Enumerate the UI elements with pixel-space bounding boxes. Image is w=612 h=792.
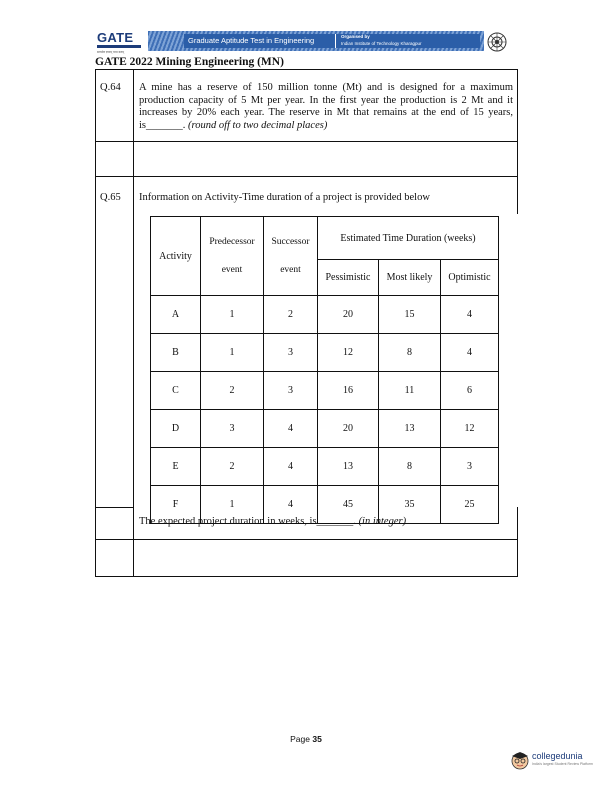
cell-pessimistic: 20 <box>318 296 379 334</box>
gate-logo-bar <box>97 45 141 48</box>
header-activity: Activity <box>151 217 201 296</box>
banner-organized-by: Organised by <box>341 34 370 39</box>
q64-text <box>139 82 513 132</box>
table-row <box>151 334 499 372</box>
cell-optimistic: 4 <box>441 296 499 334</box>
q64-note: (round off to two decimal places) <box>188 119 328 131</box>
paper-title: GATE 2022 Mining Engineering (MN) <box>95 56 284 68</box>
cell-most-likely: 13 <box>379 410 441 448</box>
cell-optimistic: 4 <box>441 334 499 372</box>
cell-predecessor: 1 <box>201 486 264 524</box>
iit-emblem-icon <box>487 32 507 52</box>
cell-successor: 3 <box>264 372 318 410</box>
banner-organizer: Indian Institute of Technology Kharagpur <box>341 41 422 46</box>
cell-activity: E <box>151 448 201 486</box>
cell-successor: 4 <box>264 410 318 448</box>
cell-optimistic: 12 <box>441 410 499 448</box>
header-optimistic: Optimistic <box>441 260 499 296</box>
cell-most-likely: 8 <box>379 448 441 486</box>
banner-title: Graduate Aptitude Test in Engineering <box>188 36 315 45</box>
banner-separator <box>335 34 336 48</box>
cell-pessimistic: 16 <box>318 372 379 410</box>
cell-optimistic: 6 <box>441 372 499 410</box>
cell-predecessor: 2 <box>201 448 264 486</box>
header-predecessor-line1: Predecessor <box>209 237 255 247</box>
frame-left-border <box>95 69 96 577</box>
gate-logo-text: GATE <box>97 30 134 45</box>
table-row <box>151 448 499 486</box>
cell-activity: C <box>151 372 201 410</box>
collegedunia-brand: collegedunia <box>532 751 583 761</box>
cell-successor: 3 <box>264 334 318 372</box>
q65-intro: Information on Activity-Time duration of a project is provided below <box>139 192 430 203</box>
gate-logo-subtext: सत्यमेव ज्ञानम् परम बलम् <box>97 50 125 54</box>
q65-question <box>139 516 513 529</box>
collegedunia-tagline: India's largest Student Review Platform <box>532 762 593 766</box>
cell-successor: 2 <box>264 296 318 334</box>
header-successor-line1: Successor <box>271 237 310 247</box>
q65-number-divider <box>95 507 134 508</box>
header-successor <box>264 217 318 296</box>
cell-activity: F <box>151 486 201 524</box>
cell-pessimistic: 13 <box>318 448 379 486</box>
q64-answer-divider <box>95 176 518 177</box>
cell-predecessor: 2 <box>201 372 264 410</box>
cell-successor: 4 <box>264 448 318 486</box>
cell-predecessor: 1 <box>201 334 264 372</box>
cell-most-likely: 11 <box>379 372 441 410</box>
header-most-likely: Most likely <box>379 260 441 296</box>
q65-question-text: The expected project duration in weeks, is_______. <box>139 516 356 527</box>
cell-predecessor: 1 <box>201 296 264 334</box>
frame-number-divider <box>133 69 134 577</box>
table-row <box>151 372 499 410</box>
header-successor-line2: event <box>280 265 301 275</box>
header-predecessor-line2: event <box>221 265 243 275</box>
cell-most-likely: 8 <box>379 334 441 372</box>
table-header-row <box>151 217 499 260</box>
page-label: Page <box>290 734 310 744</box>
q64-row-divider <box>95 141 518 142</box>
cell-activity: A <box>151 296 201 334</box>
cell-optimistic: 3 <box>441 448 499 486</box>
header-estimated: Estimated Time Duration (weeks) <box>318 217 499 260</box>
header-rule <box>95 69 517 70</box>
q65-note: (in integer) <box>358 516 407 527</box>
q64-body: A mine has a reserve of 150 million tonne (Mt) and is designed for a maximum production capacity of 5 Mt per year. In the first year the production is 2 Mt and it increases by 20% each year. The reserve in Mt that remains at the end of 15 years, is_______. <box>139 82 513 131</box>
q65-number: Q.65 <box>100 192 121 203</box>
cell-most-likely: 15 <box>379 296 441 334</box>
q65-answer-divider <box>95 576 518 577</box>
q65-row-divider <box>95 539 518 540</box>
activity-table <box>150 216 499 524</box>
cell-pessimistic: 12 <box>318 334 379 372</box>
page-number: 35 <box>312 734 322 744</box>
cell-activity: D <box>151 410 201 448</box>
table-row <box>151 410 499 448</box>
cell-successor: 4 <box>264 486 318 524</box>
frame-right-border-lower <box>517 507 518 577</box>
table-row <box>151 296 499 334</box>
gate-logo <box>95 30 147 54</box>
header-pessimistic: Pessimistic <box>318 260 379 296</box>
cell-optimistic: 25 <box>441 486 499 524</box>
header-predecessor <box>201 217 264 296</box>
cell-pessimistic: 45 <box>318 486 379 524</box>
cell-most-likely: 35 <box>379 486 441 524</box>
collegedunia-mascot-icon <box>509 749 531 771</box>
cell-predecessor: 3 <box>201 410 264 448</box>
q64-number: Q.64 <box>100 82 121 93</box>
page-footer <box>0 734 612 744</box>
cell-activity: B <box>151 334 201 372</box>
cell-pessimistic: 20 <box>318 410 379 448</box>
